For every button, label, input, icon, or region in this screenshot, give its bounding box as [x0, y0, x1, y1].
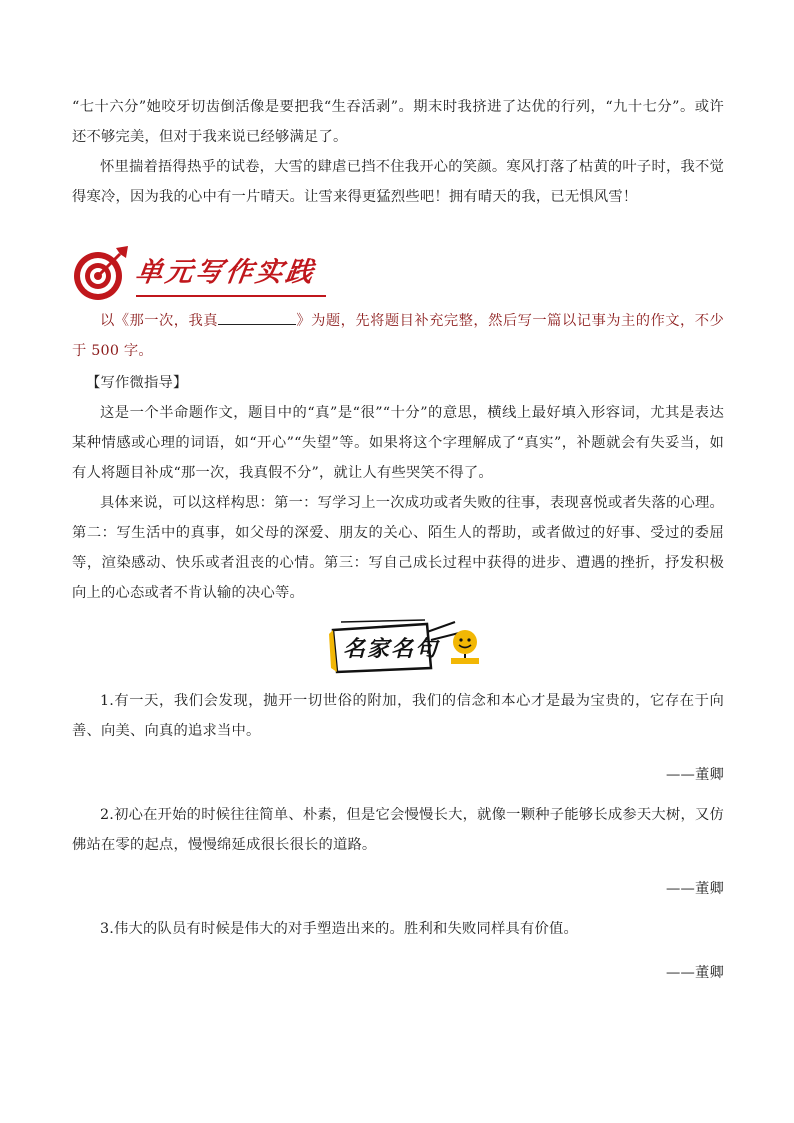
- prompt-text-before: 以《那一次，我真: [100, 313, 219, 329]
- section-underline: [136, 295, 326, 297]
- smiley-stamp-icon: [447, 628, 483, 668]
- title-blank: [218, 308, 296, 325]
- document-page: [72, 92, 724, 998]
- target-arrow-icon: [72, 244, 130, 302]
- quote-3-author: ——董卿: [666, 965, 724, 981]
- story-paragraph-1: “七十六分”她咬牙切齿倒活像是要把我“生吞活剥”。期末时我挤进了达优的行列，“九十七分”。或许还不够完美，但对于我来说已经够满足了。: [72, 99, 724, 145]
- guide-heading: 【写作微指导】: [86, 375, 188, 391]
- story-paragraph-2: 怀里揣着捂得热乎的试卷，大雪的肆虐已挡不住我开心的笑颜。寒风打落了枯黄的叶子时，我不觉得寒冷，因为我的心中有一片晴天。让雪来得更猛烈些吧！拥有晴天的我，已无惧风雪！: [72, 159, 724, 205]
- quote-2: 2.初心在开始的时候往往简单、朴素，但是它会慢慢长大，就像一颗种子能够长成参天大树，又仿佛站在零的起点，慢慢绵延成很长很长的道路。: [72, 807, 724, 853]
- section-title: 单元写作实践: [133, 257, 318, 288]
- section-header: [72, 244, 724, 302]
- writing-prompt: [72, 306, 724, 366]
- guide-paragraph-2: 具体来说，可以这样构思：第一：写学习上一次成功或者失败的往事，表现喜悦或者失落的心理。第二：写生活中的真事，如父母的深爱、朋友的关心、陌生人的帮助，或者做过的好事、受过的委屈等，渲染感动、快乐或者沮丧的心情。第三：写自己成长过程中获得的进步、遭遇的挫折，抒发积极向上的心态或者不肯认输的决心等。: [72, 495, 724, 601]
- quote-1-author: ——董卿: [666, 767, 724, 783]
- quotes-banner-title: 名家名句: [343, 637, 440, 662]
- quote-1: 1.有一天，我们会发现，抛开一切世俗的附加，我们的信念和本心才是最为宝贵的，它存在于向善、向美、向真的追求当中。: [72, 693, 724, 739]
- quotes-banner: [72, 612, 724, 686]
- guide-paragraph-1: 这是一个半命题作文，题目中的“真”是“很”“十分”的意思，横线上最好填入形容词，尤其是表达某种情感或心理的词语，如“开心”“失望”等。如果将这个字理解成了“真实”，补题就会有失妥当，如有人将题目补成“那一次，我真假不分”，就让人有些哭笑不得了。: [72, 405, 724, 481]
- quote-2-author: ——董卿: [666, 881, 724, 897]
- quote-3: 3.伟大的队员有时候是伟大的对手塑造出来的。胜利和失败同样具有价值。: [100, 921, 578, 937]
- prompt-text-after: 》为题，先将题目补充完整，然后写一篇以记事为主的作文，不少于 500 字。: [72, 313, 725, 359]
